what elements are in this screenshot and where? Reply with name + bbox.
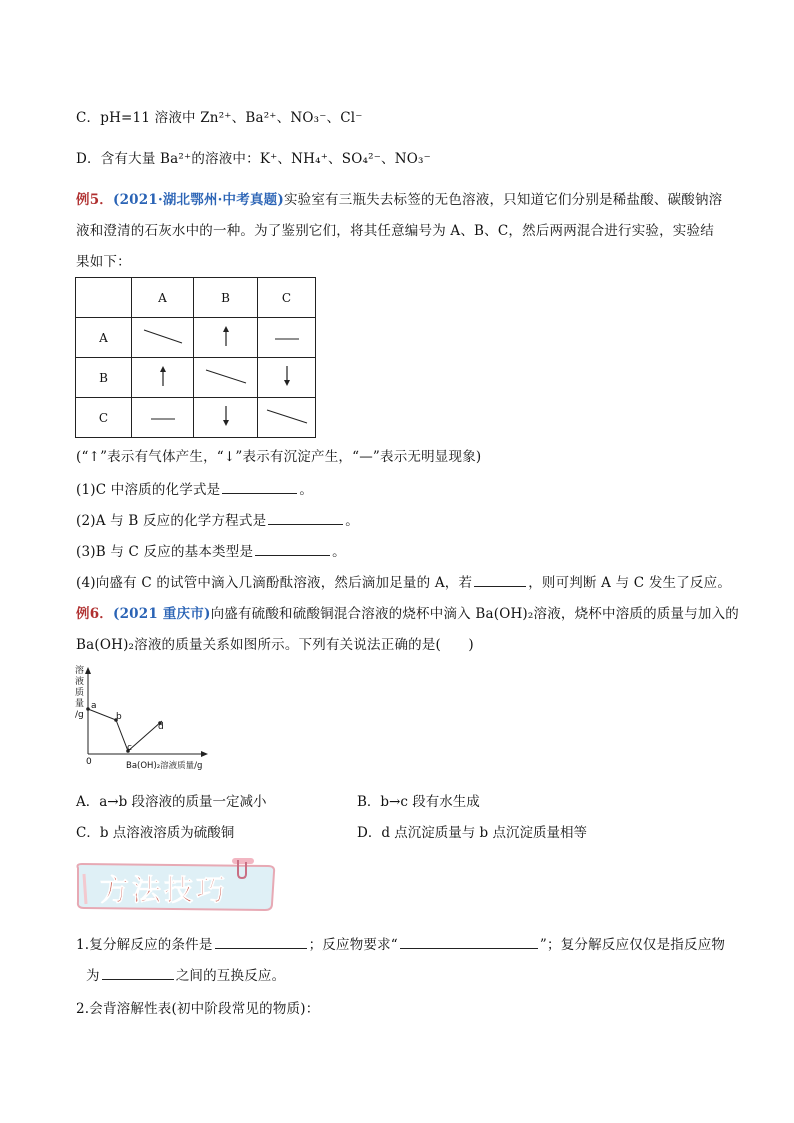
up-arrow-icon (157, 365, 169, 387)
cell-a-c (258, 318, 316, 358)
point-a-dot (86, 707, 90, 711)
graph-ylabel (75, 666, 85, 721)
method-tips-badge (72, 858, 282, 914)
ex5-stem-line3: 果如下： (76, 254, 131, 270)
ylabel-char: 液 (75, 677, 85, 687)
q4-text: (4)向盛有 C 的试管中滴入几滴酚酞溶液，然后滴加足量的 A，若 (76, 575, 473, 591)
dash-icon (274, 336, 300, 342)
slash-icon (264, 406, 310, 426)
q3-blank[interactable] (255, 543, 330, 556)
cell-c-b (194, 398, 258, 438)
slash-icon (203, 366, 249, 386)
solute-mass-graph (72, 666, 212, 776)
ex5-legend: (“↑”表示有气体产生，“↓”表示有沉淀产生，“—”表示无明显现象) (76, 449, 482, 465)
tip1-blank-1[interactable] (215, 936, 307, 949)
table-row-label-c: C (76, 398, 132, 438)
q1-blank[interactable] (222, 481, 297, 494)
ylabel-char: /g (75, 710, 84, 720)
q3-suffix: 。 (332, 544, 346, 560)
ex6-stem-line2: Ba(OH)₂溶液的质量关系如图所示。下列有关说法正确的是( ) (76, 637, 474, 653)
q4-blank[interactable] (474, 574, 526, 587)
down-arrow-icon (220, 405, 232, 427)
table-row-label-a: A (76, 318, 132, 358)
ex6-source: (2021 重庆市) (113, 606, 211, 622)
q2-suffix: 。 (345, 513, 359, 529)
cell-a-a (132, 318, 194, 358)
ex5-q3 (76, 540, 346, 560)
ex5-stem-line2: 液和澄清的石灰水中的一种。为了鉴别它们，将其任意编号为 A、B、C，然后两两混合进行实验，实验结 (76, 223, 714, 239)
ex5-stem-line1 (76, 188, 722, 208)
table-row-label-b: B (76, 358, 132, 398)
cell-a-b (194, 318, 258, 358)
q3-text: (3)B 与 C 反应的基本类型是 (76, 544, 254, 560)
ex5-stem1: 实验室有三瓶失去标签的无色溶液，只知道它们分别是稀盐酸、碳酸钠溶 (283, 192, 723, 208)
tip1-blank-2[interactable] (400, 936, 538, 949)
ex5-q2 (76, 509, 359, 529)
reaction-table (75, 277, 316, 438)
table-header-b: B (194, 278, 258, 318)
ylabel-char: 质 (75, 688, 85, 698)
q1-suffix: 。 (299, 482, 314, 498)
point-a-label: a (91, 701, 97, 711)
tip1-blank-3[interactable] (102, 967, 174, 980)
tip-1-line2 (86, 964, 285, 984)
cell-c-c (258, 398, 316, 438)
tip1-text-c: ”；复分解反应仅仅是指反应物 (539, 937, 726, 953)
q2-text: (2)A 与 B 反应的化学方程式是 (76, 513, 267, 529)
q2-blank[interactable] (268, 512, 343, 525)
q1-text: (1)C 中溶质的化学式是 (76, 482, 221, 498)
ex5-q1 (76, 478, 313, 498)
ex6-option-c[interactable]: C．b 点溶液溶质为硫酸铜 (76, 825, 235, 841)
tip1-text-a: 1.复分解反应的条件是 (76, 937, 213, 953)
ex6-option-a[interactable]: A．a→b 段溶液的质量一定减小 (76, 794, 267, 810)
tip1-text-b: ；反应物要求“ (308, 937, 398, 953)
table-header-c: C (258, 278, 316, 318)
tip1-text-d: 为 (86, 968, 100, 984)
down-arrow-icon (281, 365, 293, 387)
cell-b-a (132, 358, 194, 398)
point-c-label: c (127, 743, 132, 753)
tip-2: 2.会背溶解性表(初中阶段常见的物质)： (76, 1001, 320, 1017)
table-header-corner (76, 278, 132, 318)
ex5-q4 (76, 571, 731, 591)
dash-icon (150, 416, 176, 422)
graph-origin: 0 (86, 757, 92, 767)
ex5-number: 例5． (76, 192, 113, 208)
table-header-a: A (132, 278, 194, 318)
ylabel-char: 溶 (75, 666, 85, 676)
graph-xlabel: Ba(OH)₂溶液质量/g (126, 761, 203, 771)
cell-c-a (132, 398, 194, 438)
ex6-option-d[interactable]: D．d 点沉淀质量与 b 点沉淀质量相等 (357, 825, 587, 841)
cell-b-b (194, 358, 258, 398)
ex5-source: (2021·湖北鄂州·中考真题) (113, 192, 284, 208)
ylabel-char: 量 (75, 699, 85, 709)
q4-suffix: ，则可判断 A 与 C 发生了反应。 (528, 575, 732, 591)
cell-b-c (258, 358, 316, 398)
up-arrow-icon (220, 325, 232, 347)
ex6-stem-line1 (76, 602, 739, 622)
q4-option-d: D．含有大量 Ba²⁺的溶液中：K⁺、NH₄⁺、SO₄²⁻、NO₃⁻ (76, 151, 431, 167)
badge-title: 方法技巧 (100, 873, 229, 907)
ex6-number: 例6． (76, 606, 113, 622)
q4-option-c: C．pH=11 溶液中 Zn²⁺、Ba²⁺、NO₃⁻、Cl⁻ (76, 110, 363, 126)
point-b-label: b (116, 712, 122, 722)
point-d-label: d (158, 722, 164, 732)
tip1-text-e: 之间的互换反应。 (175, 968, 286, 984)
tip-1-line1 (76, 933, 725, 953)
slash-icon (141, 326, 185, 346)
ex6-option-b[interactable]: B．b→c 段有水生成 (357, 794, 480, 810)
ex6-stem1: 向盛有硫酸和硫酸铜混合溶液的烧杯中滴入 Ba(OH)₂溶液，烧杯中溶质的质量与加入的 (210, 606, 740, 622)
